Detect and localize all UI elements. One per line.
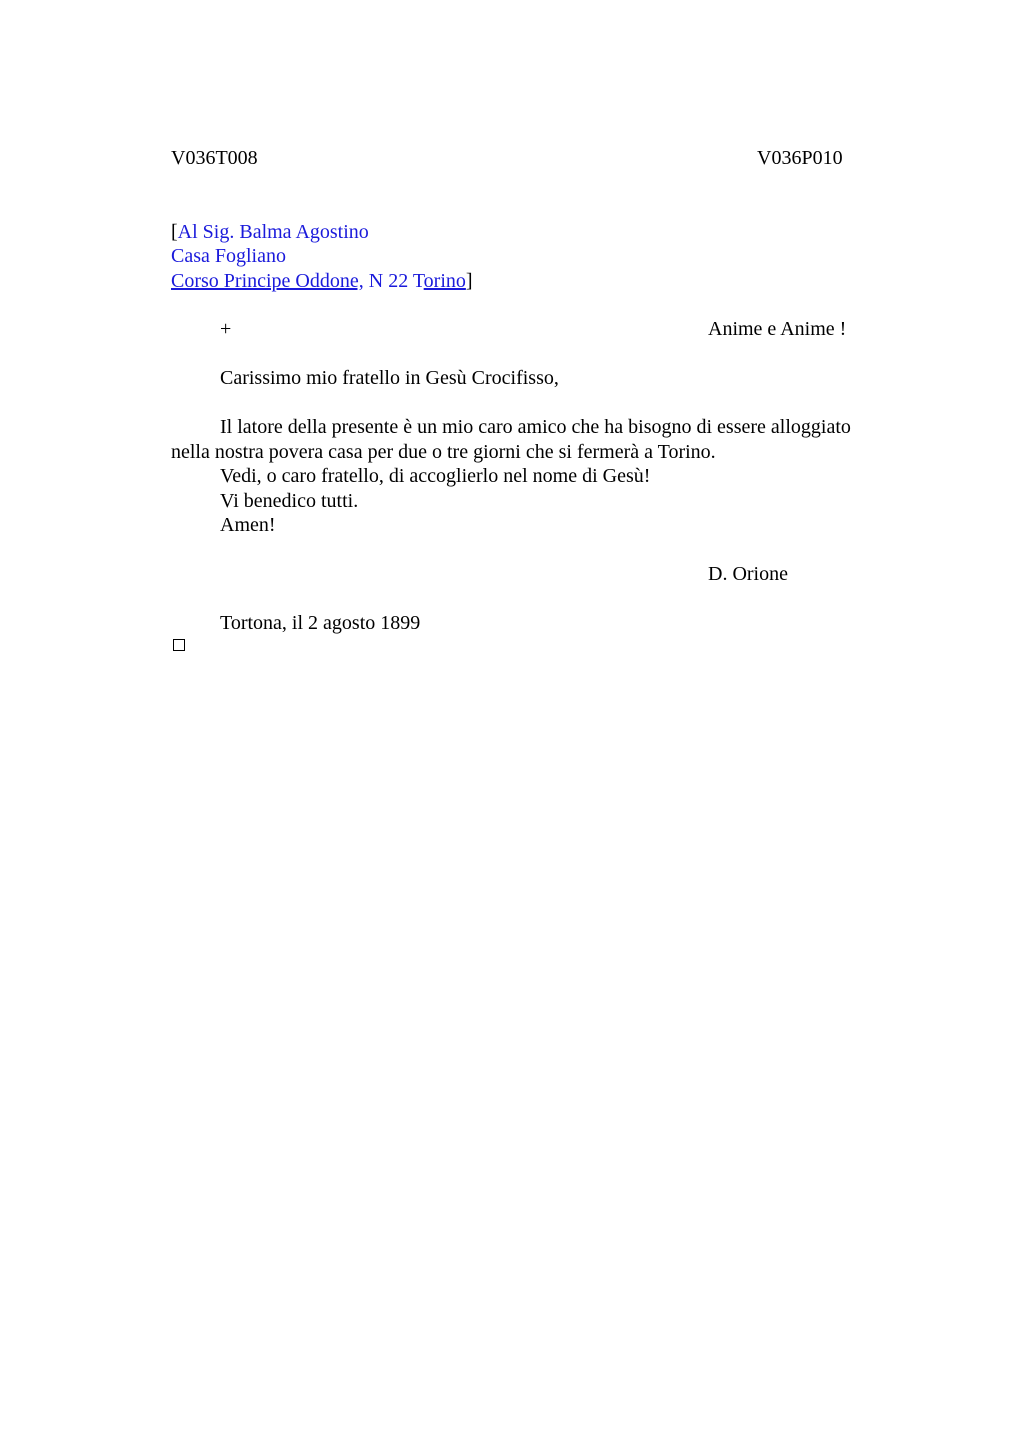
signature: D. Orione (708, 563, 788, 585)
date-line: Tortona, il 2 agosto 1899 (220, 612, 421, 634)
body-paragraph-1-line-2: nella nostra povera casa per due o tre giorni che si fermerà a Torino. (171, 441, 716, 463)
address-line-3 (171, 269, 473, 293)
address-number: N 22 T (363, 270, 424, 292)
cross-symbol: + (220, 318, 232, 340)
address-open-bracket: [ (171, 221, 178, 243)
salutation: Carissimo mio fratello in Gesù Crocifisso, (220, 367, 559, 389)
body-paragraph-1-line-1: Il latore della presente è un mio caro amico che ha bisogno di essere alloggiato (220, 416, 851, 438)
document-code-left: V036T008 (171, 147, 258, 169)
address-line-2: Casa Fogliano (171, 245, 286, 267)
body-paragraph-4: Amen! (220, 514, 276, 536)
motto: Anime e Anime ! (708, 318, 847, 340)
body-paragraph-2: Vedi, o caro fratello, di accoglierlo nel nome di Gesù! (220, 465, 651, 487)
address-city-link[interactable]: orino (423, 270, 466, 292)
body-paragraph-3: Vi benedico tutti. (220, 490, 359, 512)
end-marker-box-icon (173, 639, 185, 651)
document-code-right: V036P010 (757, 147, 843, 169)
address-close-bracket: ] (465, 270, 473, 292)
address-recipient: Al Sig. Balma Agostino (177, 221, 369, 243)
address-line-1 (171, 220, 369, 244)
address-street-link[interactable]: Corso Principe Oddone, (171, 270, 364, 292)
